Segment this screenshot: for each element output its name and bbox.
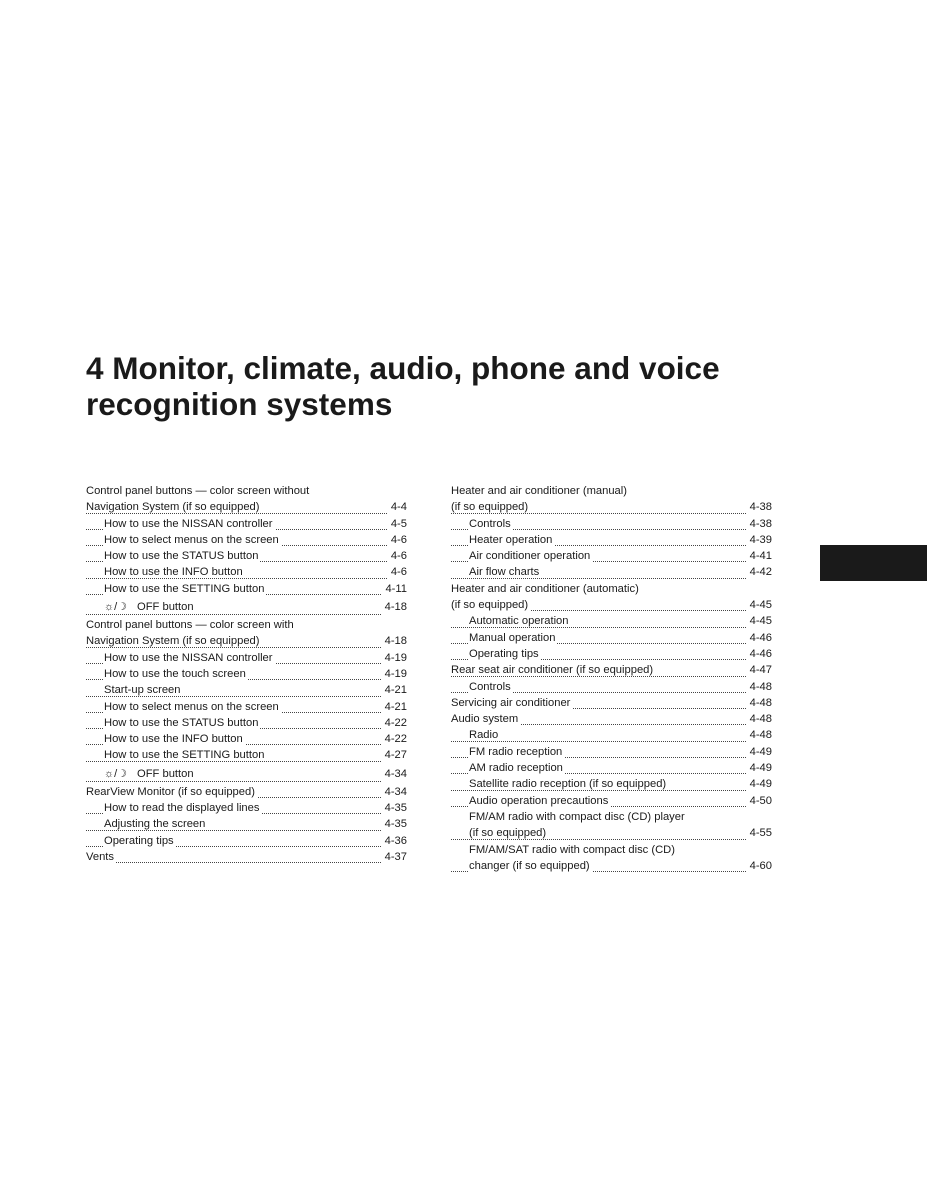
toc-page-number: 4-6 — [388, 532, 407, 548]
toc-entry-label — [469, 648, 541, 660]
toc-entry[interactable] — [86, 564, 407, 580]
toc-entry-label — [104, 583, 266, 595]
toc-entry-label — [104, 733, 245, 745]
toc-page-number: 4-6 — [388, 564, 407, 580]
toc-entry[interactable] — [86, 516, 407, 532]
toc-page-number: 4-35 — [382, 800, 407, 816]
toc-entry[interactable] — [86, 483, 407, 499]
toc-entry-label — [469, 762, 565, 774]
toc-page-number: 4-42 — [747, 564, 772, 580]
toc-entry-text: How to use the NISSAN controller — [104, 517, 273, 530]
toc-entry-label — [451, 599, 530, 611]
toc-entry[interactable] — [86, 499, 407, 515]
toc-entry[interactable] — [451, 842, 772, 858]
toc-entry[interactable] — [86, 715, 407, 731]
toc-entry[interactable] — [451, 564, 772, 580]
toc-entry-label — [451, 501, 530, 513]
toc-entry-text: How to use the NISSAN controller — [104, 651, 273, 664]
toc-entry-text: Operating tips — [104, 834, 174, 847]
toc-entry-label — [86, 786, 257, 798]
toc-page-number: 4-45 — [747, 613, 772, 629]
toc-page-number: 4-49 — [747, 760, 772, 776]
toc-page-number: 4-34 — [382, 784, 407, 800]
toc-entry-label — [86, 501, 262, 513]
leader-dots — [86, 781, 407, 782]
toc-entry-text: Audio system — [451, 713, 519, 726]
toc-page-number: 4-38 — [747, 516, 772, 532]
chapter-thumb-tab — [820, 545, 927, 581]
toc-entry-text: Vents — [86, 850, 114, 863]
toc-entry-text: Manual operation — [469, 631, 556, 644]
toc-entry[interactable] — [451, 581, 772, 597]
toc-page-number: 4-46 — [747, 646, 772, 662]
toc-entry-label — [469, 827, 548, 839]
toc-entry-text: Controls — [469, 680, 511, 693]
toc-entry-label — [451, 583, 641, 595]
toc-entry[interactable] — [451, 825, 772, 841]
toc-entry-label — [86, 635, 262, 647]
toc-entry-label — [104, 802, 261, 814]
toc-entry-text: Air conditioner operation — [469, 550, 591, 563]
toc-entry-text: How to select menus on the screen — [104, 533, 279, 546]
toc-entry[interactable] — [86, 784, 407, 800]
toc-entry[interactable] — [86, 666, 407, 682]
toc-left-column — [86, 483, 407, 865]
toc-entry[interactable] — [451, 630, 772, 646]
chapter-title-line-1: 4 Monitor, climate, audio, phone and voice — [86, 350, 720, 386]
toc-entry[interactable] — [86, 532, 407, 548]
toc-entry-text: changer (if so equipped) — [469, 859, 590, 872]
toc-entry[interactable] — [86, 633, 407, 649]
toc-page-number: 4-50 — [747, 793, 772, 809]
toc-page-number: 4-34 — [382, 764, 407, 784]
toc-entry-label — [469, 746, 564, 758]
toc-entry-text: Operating tips — [469, 647, 539, 660]
toc-page-number: 4-60 — [747, 858, 772, 874]
toc-entry[interactable] — [86, 833, 407, 849]
toc-entry-label — [86, 851, 116, 863]
toc-page-number: 4-22 — [382, 715, 407, 731]
toc-page-number: 4-19 — [382, 666, 407, 682]
toc-entry-label — [469, 729, 500, 741]
toc-entry[interactable] — [86, 800, 407, 816]
toc-entry-label — [469, 681, 513, 693]
toc-entry[interactable] — [451, 613, 772, 629]
toc-entry-text: OFF button — [137, 767, 194, 780]
toc-entry-text: Automatic operation — [469, 615, 569, 628]
toc-entry-text: Radio — [469, 729, 499, 742]
toc-entry[interactable] — [451, 662, 772, 678]
toc-page-number: 4-21 — [382, 699, 407, 715]
sun-moon-icon: ☼/☽ — [104, 767, 127, 780]
toc-entry-text: Start-up screen — [104, 684, 181, 697]
toc-entry-label — [469, 518, 513, 530]
toc-entry[interactable] — [451, 597, 772, 613]
toc-entry[interactable] — [451, 744, 772, 760]
toc-entry-text: How to select menus on the screen — [104, 700, 279, 713]
toc-page-number: 4-48 — [747, 727, 772, 743]
toc-entry[interactable] — [451, 727, 772, 743]
toc-entry-label — [469, 566, 541, 578]
toc-entry[interactable] — [86, 699, 407, 715]
toc-entry[interactable] — [451, 809, 772, 825]
toc-entry-label — [469, 811, 687, 823]
toc-entry-label — [104, 601, 196, 613]
toc-entry-text: How to use the SETTING button — [104, 582, 265, 595]
toc-entry-label — [451, 664, 655, 676]
toc-entry-text: FM radio reception — [469, 745, 563, 758]
toc-entry-text: AM radio reception — [469, 762, 563, 775]
toc-entry-label — [469, 632, 557, 644]
toc-page-number: 4-55 — [747, 825, 772, 841]
toc-right-column — [451, 483, 772, 874]
toc-entry-text: How to use the STATUS button — [104, 550, 259, 563]
toc-page-number: 4-49 — [747, 776, 772, 792]
toc-entry-label — [104, 684, 182, 696]
toc-entry-label — [104, 668, 248, 680]
toc-entry-text: OFF button — [137, 601, 194, 614]
toc-entry[interactable] — [451, 679, 772, 695]
toc-entry-text: FM/AM/SAT radio with compact disc (CD) — [469, 843, 675, 856]
toc-entry-label — [104, 518, 275, 530]
toc-page-number: 4-19 — [382, 650, 407, 666]
toc-entry[interactable] — [451, 695, 772, 711]
toc-entry-text: Heater operation — [469, 533, 553, 546]
toc-entry-label — [86, 485, 311, 497]
toc-entry-text: Air flow charts — [469, 566, 540, 579]
toc-entry[interactable] — [86, 597, 407, 617]
sun-moon-icon: ☼/☽ — [104, 601, 127, 614]
toc-entry-text: How to use the INFO button — [104, 733, 243, 746]
toc-page-number: 4-48 — [747, 711, 772, 727]
leader-dots — [86, 614, 407, 615]
toc-entry-label — [104, 717, 260, 729]
toc-entry-text: How to use the SETTING button — [104, 749, 265, 762]
toc-entry-text: Satellite radio reception (if so equipped) — [469, 778, 667, 791]
toc-page-number: 4-6 — [388, 548, 407, 564]
toc-entry-label — [469, 844, 677, 856]
toc-entry-label — [469, 795, 610, 807]
toc-page-number: 4-41 — [747, 548, 772, 564]
chapter-title — [86, 350, 846, 422]
toc-entry-label — [469, 534, 554, 546]
toc-entry-text: How to use the STATUS button — [104, 716, 259, 729]
toc-entry[interactable] — [451, 548, 772, 564]
toc-entry[interactable] — [451, 646, 772, 662]
toc-entry[interactable] — [86, 764, 407, 784]
toc-entry-text: Rear seat air conditioner (if so equipped) — [451, 664, 654, 677]
toc-entry[interactable] — [86, 816, 407, 832]
toc-page-number: 4-22 — [382, 731, 407, 747]
toc-entry[interactable] — [451, 483, 772, 499]
toc-entry[interactable] — [86, 731, 407, 747]
toc-entry-text: Servicing air conditioner — [451, 696, 571, 709]
toc-entry-text: (if so equipped) — [469, 827, 547, 840]
toc-entry-label — [469, 860, 592, 872]
toc-entry-label — [104, 818, 207, 830]
toc-page-number: 4-11 — [382, 581, 407, 597]
toc-entry-text: Navigation System (if so equipped) — [86, 635, 260, 648]
toc-page-number: 4-18 — [382, 597, 407, 617]
toc-entry[interactable] — [86, 617, 407, 633]
toc-page-number: 4-35 — [382, 816, 407, 832]
toc-entry-label — [104, 768, 196, 780]
toc-page-number: 4-49 — [747, 744, 772, 760]
toc-page-number: 4-27 — [382, 747, 407, 763]
toc-entry-text: (if so equipped) — [451, 599, 529, 612]
toc-page-number: 4-4 — [388, 499, 407, 515]
toc-entry-text: How to read the displayed lines — [104, 802, 260, 815]
toc-entry-label — [469, 615, 571, 627]
toc-entry[interactable] — [86, 849, 407, 865]
toc-entry-text: Navigation System (if so equipped) — [86, 501, 260, 514]
toc-entry-text: (if so equipped) — [451, 501, 529, 514]
toc-entry-text: Adjusting the screen — [104, 818, 206, 831]
toc-entry[interactable] — [86, 548, 407, 564]
toc-entry[interactable] — [86, 682, 407, 698]
toc-entry-label — [104, 749, 266, 761]
toc-page-number: 4-45 — [747, 597, 772, 613]
toc-entry-label — [104, 566, 245, 578]
toc-entry-label — [469, 550, 592, 562]
toc-entry-label — [451, 713, 520, 725]
toc-entry-label — [104, 550, 260, 562]
toc-entry[interactable] — [451, 516, 772, 532]
toc-page-number: 4-38 — [747, 499, 772, 515]
toc-entry[interactable] — [86, 581, 407, 597]
toc-entry-text: Heater and air conditioner (manual) — [451, 485, 627, 497]
toc-entry[interactable] — [86, 747, 407, 763]
toc-page-number: 4-48 — [747, 695, 772, 711]
toc-entry-label — [104, 534, 281, 546]
toc-page-number: 4-46 — [747, 630, 772, 646]
toc-page-number: 4-36 — [382, 833, 407, 849]
toc-entry-label — [104, 701, 281, 713]
toc-page-number: 4-39 — [747, 532, 772, 548]
toc-entry[interactable] — [451, 760, 772, 776]
toc-entry-label — [451, 697, 572, 709]
toc-page-number: 4-48 — [747, 679, 772, 695]
toc-entry-label — [104, 652, 275, 664]
toc-entry-text: Audio operation precautions — [469, 794, 609, 807]
toc-entry-text: How to use the touch screen — [104, 667, 246, 680]
toc-entry-text: Heater and air conditioner (automatic) — [451, 582, 639, 595]
chapter-title-line-2: recognition systems — [86, 386, 393, 422]
toc-entry[interactable] — [451, 776, 772, 792]
toc-entry[interactable] — [451, 499, 772, 515]
toc-entry-text: Controls — [469, 517, 511, 530]
toc-entry[interactable] — [86, 650, 407, 666]
toc-entry[interactable] — [451, 858, 772, 874]
leader-dots — [86, 862, 407, 863]
toc-entry-text: Control panel buttons — color screen without — [86, 485, 310, 497]
toc-entry-text: Control panel buttons — color screen with — [86, 619, 294, 632]
toc-entry-label — [469, 778, 668, 790]
toc-page-number: 4-18 — [382, 633, 407, 649]
toc-entry[interactable] — [451, 793, 772, 809]
toc-page-number: 4-21 — [382, 682, 407, 698]
toc-entry[interactable] — [451, 711, 772, 727]
toc-page-number: 4-37 — [382, 849, 407, 865]
toc-entry-text: FM/AM radio with compact disc (CD) player — [469, 810, 685, 823]
toc-page-number: 4-5 — [388, 516, 407, 532]
toc-entry-label — [104, 835, 176, 847]
toc-page-number: 4-47 — [747, 662, 772, 678]
toc-entry-text: How to use the INFO button — [104, 566, 243, 579]
toc-entry-text: RearView Monitor (if so equipped) — [86, 785, 255, 798]
toc-entry[interactable] — [451, 532, 772, 548]
toc-entry-label — [86, 619, 296, 631]
toc-entry-label — [451, 485, 629, 497]
